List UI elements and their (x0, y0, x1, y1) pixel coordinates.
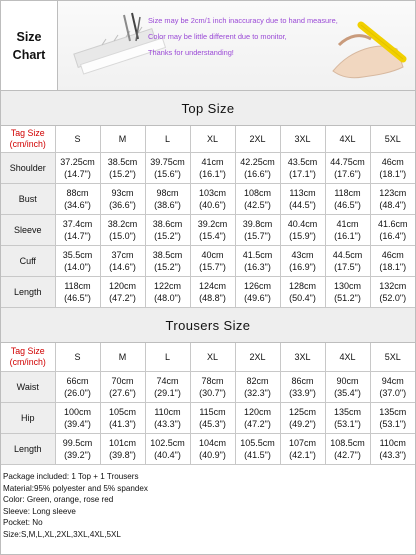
size-chart-line2: Chart (12, 47, 46, 62)
measurement-inch: (48.0") (154, 293, 181, 303)
measurement-inch: (15.9") (289, 231, 316, 241)
measurement-inch: (15.4") (199, 231, 226, 241)
measurement-cm: 122cm (153, 281, 181, 291)
table-header-row (1, 126, 415, 153)
measurement-inch: (43.3") (154, 419, 181, 429)
measurement-cm: 105cm (108, 407, 136, 417)
measurement-cell (235, 277, 280, 308)
measurement-cell (190, 277, 235, 308)
measurement-cm: 105.5cm (240, 438, 275, 448)
measurement-cell (190, 153, 235, 184)
measurement-inch: (43.3") (379, 450, 407, 460)
measurement-inch: (16.6") (244, 169, 271, 179)
tag-size-unit: (cm/inch) (9, 357, 46, 367)
measurement-cell (280, 403, 325, 434)
measurement-cell (100, 372, 145, 403)
measurement-cell (145, 372, 190, 403)
measurement-banner (58, 1, 415, 90)
measurement-inch: (16.9") (289, 262, 316, 272)
measurement-inch: (27.6") (109, 388, 136, 398)
tag-size-cell (1, 343, 55, 372)
measurement-label: Length (1, 434, 55, 465)
measurement-inch: (15.2") (154, 231, 181, 241)
measurement-cm: 132cm (379, 281, 407, 291)
measurement-inch: (47.2") (109, 293, 136, 303)
measurement-cm: 38.5cm (107, 157, 138, 167)
measurement-cm: 130cm (333, 281, 361, 291)
measurement-cell (100, 403, 145, 434)
measurement-inch: (15.2") (109, 169, 136, 179)
measurement-cell (235, 403, 280, 434)
size-header-cell: 3XL (280, 343, 325, 372)
measurement-inch: (51.2") (334, 293, 361, 303)
measurement-inch: (40.4") (154, 450, 181, 460)
size-header-cell: M (100, 126, 145, 153)
measurement-cell (325, 215, 370, 246)
measurement-cell (190, 403, 235, 434)
measurement-cm: 88cm (66, 188, 89, 198)
info-sleeve: Sleeve: Long sleeve (3, 506, 76, 516)
measurement-cell (55, 184, 100, 215)
measurement-cell (100, 215, 145, 246)
measurement-cell (145, 153, 190, 184)
measurement-cell (190, 184, 235, 215)
measurement-cm: 101cm (108, 438, 136, 448)
measurement-inch: (48.8") (199, 293, 226, 303)
measurement-cm: 70cm (111, 376, 134, 386)
measurement-inch: (49.6") (244, 293, 271, 303)
measurement-cell (280, 246, 325, 277)
measurement-label: Sleeve (1, 215, 55, 246)
measurement-cell (370, 372, 415, 403)
info-pocket: Pocket: No (3, 518, 43, 527)
measurement-cm: 110cm (154, 407, 181, 417)
measurement-cm: 110cm (379, 438, 406, 448)
measurement-inch: (14.7") (64, 231, 91, 241)
size-header-cell: S (55, 126, 100, 153)
measurement-cm: 123cm (379, 188, 407, 198)
measurement-inch: (38.6") (154, 200, 181, 210)
measurement-inch: (40.9") (199, 450, 226, 460)
measurement-cm: 66cm (66, 376, 89, 386)
info-material: Material:95% polyester and 5% spandex (3, 483, 148, 493)
measurement-label: Waist (1, 372, 55, 403)
measurement-inch: (16.1") (199, 169, 226, 179)
measurement-inch: (53.1") (379, 419, 407, 429)
measurement-cell (325, 184, 370, 215)
measurement-inch: (36.6") (109, 200, 136, 210)
size-header-cell: XL (190, 126, 235, 153)
measurement-cm: 115cm (199, 407, 226, 417)
measurement-inch: (30.7") (199, 388, 226, 398)
measurement-cm: 40cm (201, 250, 224, 260)
size-header-cell: S (55, 343, 100, 372)
measurement-cell (100, 434, 145, 465)
measurement-cm: 104cm (198, 438, 226, 448)
measurement-cm: 124cm (198, 281, 226, 291)
measurement-cell (190, 246, 235, 277)
measurement-label: Bust (1, 184, 55, 215)
measurement-cm: 113cm (289, 188, 316, 198)
measurement-cm: 35.5cm (62, 250, 93, 260)
measurement-cell (55, 246, 100, 277)
measurement-label: Shoulder (1, 153, 55, 184)
measurement-inch: (17.5") (334, 262, 361, 272)
measurement-cm: 38.5cm (152, 250, 183, 260)
measurement-inch: (32.3") (244, 388, 271, 398)
measurement-cell (370, 403, 415, 434)
tag-size-cell (1, 126, 55, 153)
measurement-cm: 37.25cm (60, 157, 95, 167)
measurement-inch: (46.5") (334, 200, 361, 210)
measurement-cell (280, 153, 325, 184)
measurement-cm: 120cm (108, 281, 136, 291)
trousers-size-table (1, 343, 415, 465)
note-monitor-color: Color may be little different due to monitor, (148, 32, 287, 41)
measurement-cm: 41cm (336, 219, 359, 229)
measurement-inch: (53.1") (334, 419, 361, 429)
measurement-inch: (15.2") (154, 262, 181, 272)
measurement-inch: (42.7") (334, 450, 361, 460)
measurement-inch: (26.0") (64, 388, 91, 398)
measurement-cm: 42.25cm (240, 157, 275, 167)
measurement-cm: 93cm (111, 188, 134, 198)
measurement-cm: 41.6cm (377, 219, 408, 229)
measurement-inch: (39.2") (64, 450, 91, 460)
measurement-cell (55, 277, 100, 308)
measurement-cm: 46cm (381, 250, 404, 260)
measurement-cm: 39.2cm (197, 219, 228, 229)
measurement-cm: 99.5cm (62, 438, 93, 448)
measurement-cm: 46cm (381, 157, 404, 167)
size-chart-label (1, 1, 58, 90)
measurement-cm: 41cm (201, 157, 224, 167)
measurement-label: Hip (1, 403, 55, 434)
measurement-cell (100, 184, 145, 215)
measurement-cm: 38.6cm (152, 219, 183, 229)
size-header-cell: XL (190, 343, 235, 372)
measurement-inch: (14.6") (109, 262, 136, 272)
table-row (1, 246, 415, 277)
measurement-cell (370, 277, 415, 308)
measurement-cm: 82cm (246, 376, 269, 386)
measurement-cell (235, 153, 280, 184)
measurement-inch: (44.5") (289, 200, 316, 210)
measurement-cell (55, 215, 100, 246)
measurement-cell (370, 153, 415, 184)
measurement-cell (235, 434, 280, 465)
tag-size-unit: (cm/inch) (9, 139, 46, 149)
table-row (1, 153, 415, 184)
size-header-cell: L (145, 343, 190, 372)
measurement-cell (100, 277, 145, 308)
measurement-cm: 39.8cm (242, 219, 273, 229)
measurement-inch: (48.4") (379, 200, 407, 210)
measurement-cm: 135cm (333, 407, 361, 417)
measurement-cm: 38.2cm (107, 219, 138, 229)
measurement-inch: (41.5") (244, 450, 271, 460)
measurement-cell (235, 215, 280, 246)
measurement-cell (145, 403, 190, 434)
measurement-cm: 118cm (334, 188, 361, 198)
measurement-inch: (33.9") (289, 388, 316, 398)
measurement-cell (325, 277, 370, 308)
measurement-inch: (15.7") (199, 262, 226, 272)
measurement-inch: (18.1") (379, 262, 407, 272)
table-row (1, 184, 415, 215)
measurement-cm: 37.4cm (62, 219, 93, 229)
measurement-notes (148, 13, 338, 61)
measurement-cell (145, 434, 190, 465)
info-package: Package included: 1 Top + 1 Trousers (3, 472, 139, 481)
measurement-inch: (39.4") (64, 419, 91, 429)
measurement-cm: 102.5cm (150, 438, 185, 448)
size-header-cell: 2XL (235, 343, 280, 372)
table-row (1, 434, 415, 465)
measurement-cell (190, 372, 235, 403)
measurement-cell (55, 403, 100, 434)
measurement-cm: 39.75cm (150, 157, 185, 167)
measurement-inch: (17.6") (334, 169, 361, 179)
note-hand-measure: Size may be 2cm/1 inch inaccuracy due to hand measure, (148, 16, 338, 25)
measurement-cm: 100cm (63, 407, 91, 417)
info-size-list: Size:S,M,L,XL,2XL,3XL,4XL,5XL (3, 529, 121, 539)
measurement-cell (280, 215, 325, 246)
measurement-cell (190, 215, 235, 246)
measurement-label: Cuff (1, 246, 55, 277)
tag-size-label: Tag Size (10, 128, 45, 138)
size-header-cell: 4XL (325, 126, 370, 153)
chart-header (1, 1, 415, 91)
measurement-inch: (16.1") (334, 231, 361, 241)
measurement-inch: (45.3") (199, 419, 226, 429)
table-row (1, 403, 415, 434)
measurement-cell (100, 153, 145, 184)
size-header-cell: 2XL (235, 126, 280, 153)
measurement-cell (100, 246, 145, 277)
measurement-cell (55, 372, 100, 403)
measurement-cell (325, 153, 370, 184)
measurement-cm: 107cm (288, 438, 316, 448)
size-header-cell: L (145, 126, 190, 153)
measurement-inch: (15.0") (109, 231, 136, 241)
measurement-cell (145, 184, 190, 215)
note-thanks: Thanks for understanding! (148, 48, 234, 57)
measurement-cm: 40.4cm (287, 219, 318, 229)
size-header-cell: 4XL (325, 343, 370, 372)
table-row (1, 372, 415, 403)
measurement-cell (145, 277, 190, 308)
measurement-inch: (39.8") (109, 450, 136, 460)
table-row (1, 277, 415, 308)
measurement-cell (370, 246, 415, 277)
size-header-cell: 5XL (370, 343, 415, 372)
measurement-inch: (14.7") (64, 169, 91, 179)
measurement-inch: (41.3") (109, 419, 136, 429)
measurement-inch: (35.4") (334, 388, 361, 398)
tag-size-label: Tag Size (10, 346, 45, 356)
measurement-cm: 41.5cm (242, 250, 273, 260)
measurement-cm: 120cm (243, 407, 271, 417)
measurement-cm: 128cm (288, 281, 316, 291)
measurement-inch: (50.4") (289, 293, 316, 303)
measurement-inch: (40.6") (199, 200, 226, 210)
measurement-inch: (29.1") (154, 388, 181, 398)
measurement-cell (280, 277, 325, 308)
measurement-inch: (49.2") (289, 419, 316, 429)
measurement-inch: (42.5") (244, 200, 271, 210)
measurement-cm: 108cm (243, 188, 271, 198)
measurement-inch: (16.4") (379, 231, 407, 241)
measurement-inch: (42.1") (289, 450, 316, 460)
measurement-cm: 44.5cm (332, 250, 363, 260)
product-info (1, 465, 415, 540)
measurement-cell (325, 246, 370, 277)
measurement-cell (235, 184, 280, 215)
measurement-cell (280, 434, 325, 465)
size-header-cell: 3XL (280, 126, 325, 153)
measurement-cell (280, 184, 325, 215)
table-row (1, 215, 415, 246)
trousers-size-title: Trousers Size (1, 308, 415, 343)
measurement-cm: 86cm (291, 376, 314, 386)
measurement-cm: 126cm (243, 281, 271, 291)
measurement-cm: 94cm (381, 376, 404, 386)
measurement-cell (145, 246, 190, 277)
measurement-cm: 43cm (291, 250, 314, 260)
measurement-inch: (47.2") (244, 419, 271, 429)
size-header-cell: 5XL (370, 126, 415, 153)
measurement-cell (145, 215, 190, 246)
table-header-row (1, 343, 415, 372)
measurement-inch: (15.7") (244, 231, 271, 241)
measurement-cm: 43.5cm (287, 157, 318, 167)
measurement-cell (370, 184, 415, 215)
measurement-cm: 108.5cm (330, 438, 365, 448)
measurement-cm: 98cm (156, 188, 179, 198)
measurement-cell (55, 434, 100, 465)
measurement-label: Length (1, 277, 55, 308)
measurement-cell (325, 372, 370, 403)
measurement-cell (325, 434, 370, 465)
measurement-inch: (14.0") (64, 262, 91, 272)
measurement-cm: 37cm (111, 250, 134, 260)
measurement-cm: 44.75cm (330, 157, 365, 167)
measurement-cm: 74cm (156, 376, 179, 386)
measurement-inch: (15.6") (154, 169, 181, 179)
measurement-inch: (17.1") (289, 169, 316, 179)
measurement-inch: (52.0") (379, 293, 407, 303)
measurement-cm: 103cm (198, 188, 226, 198)
top-size-title: Top Size (1, 91, 415, 126)
measurement-inch: (46.5") (64, 293, 91, 303)
measurement-inch: (34.6") (64, 200, 91, 210)
measurement-cell (370, 215, 415, 246)
measurement-cm: 125cm (288, 407, 316, 417)
measurement-cell (235, 372, 280, 403)
measurement-cell (370, 434, 415, 465)
measurement-cm: 90cm (336, 376, 359, 386)
measurement-cell (280, 372, 325, 403)
measurement-cell (55, 153, 100, 184)
size-chart-line1: Size (16, 29, 42, 44)
measurement-inch: (37.0") (379, 388, 407, 398)
measurement-cm: 135cm (379, 407, 407, 417)
measurement-cell (190, 434, 235, 465)
top-size-table (1, 126, 415, 308)
measurement-cm: 118cm (64, 281, 91, 291)
measurement-inch: (18.1") (379, 169, 407, 179)
info-color: Color: Green, orange, rose red (3, 495, 114, 504)
measurement-cell (325, 403, 370, 434)
size-header-cell: M (100, 343, 145, 372)
measurement-cell (235, 246, 280, 277)
measurement-inch: (16.3") (244, 262, 271, 272)
measurement-cm: 78cm (201, 376, 224, 386)
hand-measuring-illustration (325, 5, 411, 85)
